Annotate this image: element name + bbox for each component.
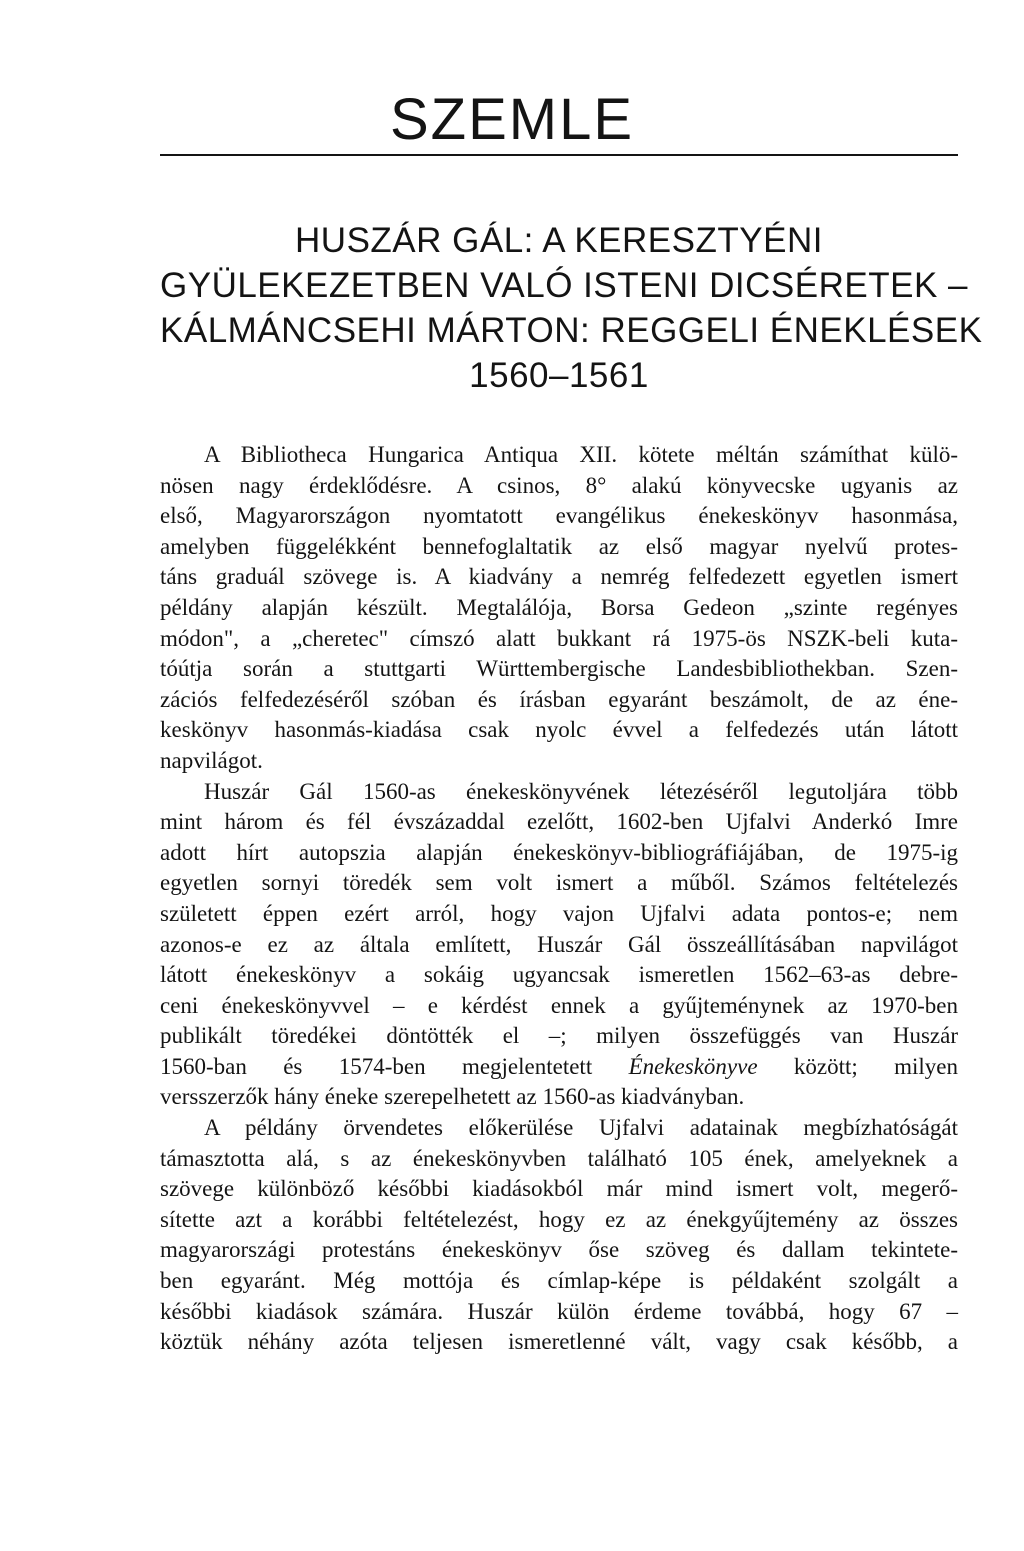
text-line: publikált töredékei döntötték el –; milyen összefüggés van Huszár xyxy=(160,1023,958,1049)
text-line: adott hírt autopszia alapján énekeskönyv-bibliográfiájában, de 1975-ig xyxy=(160,839,958,865)
text-line: későbbi kiadások számára. Huszár külön érdeme továbbá, hogy 67 – xyxy=(160,1298,958,1324)
text-line: egyetlen sornyi töredék sem volt ismert a műből. Számos feltételezés xyxy=(160,870,958,896)
text-line: sítette azt a korábbi feltételezést, hogy ez az énekgyűjtemény az összes xyxy=(160,1206,958,1232)
paragraph-1 xyxy=(160,440,958,777)
text-fragment: között; milyen xyxy=(757,1053,959,1079)
text-line: nösen nagy érdeklődésre. A csinos, 8° alakú könyvecske ugyanis az xyxy=(160,472,958,498)
text-line: ceni énekeskönyvvel – e kérdést ennek a gyűjteménynek az 1970-ben xyxy=(160,992,958,1018)
text-fragment: 1560-ban és 1574-ben megjelentetett xyxy=(160,1053,629,1079)
text-line: magyarországi protestáns énekeskönyv őse szöveg és dallam tekintete- xyxy=(160,1237,958,1263)
article-title-line: 1560–1561 xyxy=(469,356,649,395)
book-title-italic: Énekeskönyve xyxy=(628,1053,758,1079)
text-line: első, Magyarországon nyomtatott evangélikus énekeskönyv hasonmása, xyxy=(160,503,958,529)
article-body xyxy=(160,440,958,1358)
text-line: napvilágot. xyxy=(160,747,263,773)
text-line xyxy=(160,1052,958,1083)
text-line: keskönyv hasonmás-kiadása csak nyolc évvel a felfedezés után látott xyxy=(160,717,958,743)
article-title-line: HUSZÁR GÁL: A KERESZTYÉNI xyxy=(295,221,823,260)
paragraph-2 xyxy=(160,777,958,1114)
text-line: A példány örvendetes előkerülése Ujfalvi adatainak megbízhatóságát xyxy=(204,1115,958,1141)
text-line: Huszár Gál 1560-as énekeskönyvének létezéséről legutoljára több xyxy=(204,778,958,804)
header-rule xyxy=(160,154,958,156)
text-line: köztük néhány azóta teljesen ismeretlenné vált, vagy csak később, a xyxy=(160,1329,958,1355)
text-line: tóútja során a stuttgarti Württembergische Landesbibliothekban. Szen- xyxy=(160,656,958,682)
text-line: látott énekeskönyv a sokáig ugyancsak ismeretlen 1562–63-as debre- xyxy=(160,962,958,988)
text-line: módon", a „cheretec" címszó alatt bukkant rá 1975-ös NSZK-beli kuta- xyxy=(160,625,958,651)
section-title: SZEMLE xyxy=(389,87,635,152)
text-line: azonos-e ez az általa említett, Huszár Gál összeállításában napvilágot xyxy=(160,931,958,957)
article-title xyxy=(160,218,983,398)
text-line: táns graduál szövege is. A kiadvány a nemrég felfedezett egyetlen ismert xyxy=(160,564,958,590)
text-line: amelyben függelékként bennefoglaltatik az első magyar nyelvű protes- xyxy=(160,533,958,559)
text-line: mint három és fél évszázaddal ezelőtt, 1602-ben Ujfalvi Anderkó Imre xyxy=(160,809,958,835)
text-line: szövege különböző későbbi kiadásokból már mind ismert volt, megerő- xyxy=(160,1176,958,1202)
article-title-line: KÁLMÁNCSEHI MÁRTON: REGGELI ÉNEKLÉSEK xyxy=(160,311,983,350)
paragraph-3 xyxy=(160,1113,958,1358)
text-line: támasztotta alá, s az énekeskönyvben található 105 ének, amelyeknek a xyxy=(160,1145,958,1171)
text-line: ben egyaránt. Még mottója és címlap-képe is példaként szolgált a xyxy=(160,1268,958,1294)
text-line: versszerzők hány éneke szerepelhetett az 1560-as kiadványban. xyxy=(160,1084,745,1110)
article-title-line: GYÜLEKEZETBEN VALÓ ISTENI DICSÉRETEK – xyxy=(160,266,969,305)
text-line: példány alapján készült. Megtalálója, Borsa Gedeon „szinte regényes xyxy=(160,594,958,620)
text-line: született éppen ezért arról, hogy vajon Ujfalvi adata pontos-e; nem xyxy=(160,900,958,926)
text-line: A Bibliotheca Hungarica Antiqua XII. kötete méltán számíthat külö- xyxy=(204,442,958,467)
text-line: zációs felfedezéséről szóban és írásban egyaránt beszámolt, de az éne- xyxy=(160,686,958,712)
